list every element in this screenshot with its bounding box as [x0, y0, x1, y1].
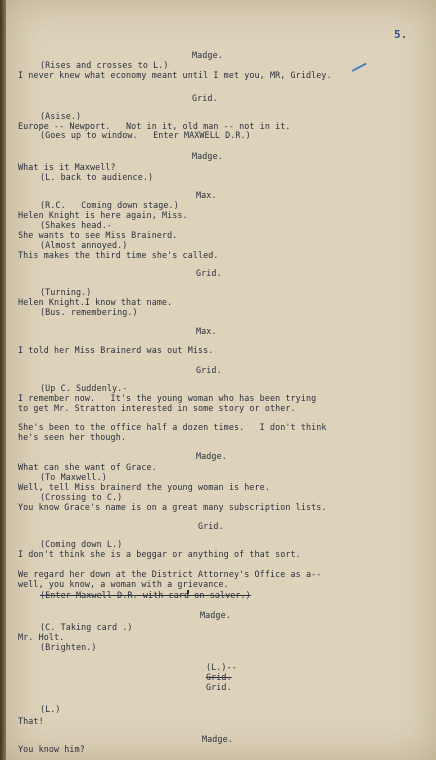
stage-direction: (Up C. Suddenly.- — [40, 383, 128, 393]
dialogue-line: Mr. Holt. — [18, 632, 65, 642]
speaker-madge: Madge. — [196, 451, 227, 461]
stage-direction: (Goes up to window. Enter MAXWELL D.R.) — [40, 130, 251, 140]
speaker-max: Max. — [196, 190, 217, 200]
stage-direction-struck: (Enter Maxwell D.R. with card on salver.) — [40, 590, 251, 600]
dialogue-line: You know him? — [18, 744, 85, 754]
dialogue-line: I remember now. It's the young woman who has been trying — [18, 393, 317, 403]
stage-direction: (Shakes head.- — [40, 220, 112, 230]
dialogue-line: This makes the third time she's called. — [18, 250, 219, 260]
speaker-grid: Grid. — [192, 93, 218, 103]
stage-direction: (Turning.) — [40, 287, 92, 297]
dialogue-line: well, you know, a woman with a grievance. — [18, 579, 229, 589]
script-page — [6, 0, 436, 760]
speaker-madge: Madge. — [200, 610, 231, 620]
stage-direction: (Asise.) — [40, 111, 82, 121]
dialogue-line: We regard her down at the District Attorney's Office as a-- — [18, 569, 322, 579]
stage-direction: (L.)-- — [206, 662, 237, 672]
stage-direction: (Crossing to C.) — [40, 492, 123, 502]
page-binding-edge — [0, 0, 6, 760]
page-number: 5. — [394, 28, 408, 41]
stage-direction: (To Maxwell.) — [40, 472, 107, 482]
stage-direction: (L. back to audience.) — [40, 172, 154, 182]
dialogue-line: to get Mr. Stratton interested in some story or other. — [18, 403, 296, 413]
speaker-madge: Madge. — [192, 151, 223, 161]
stage-direction: (R.C. Coming down stage.) — [40, 200, 179, 210]
dialogue-line: You know Grace's name is on a great many subscription lists. — [18, 502, 327, 512]
dialogue-line: he's seen her though. — [18, 432, 126, 442]
dialogue-line: She wants to see Miss Brainerd. — [18, 230, 178, 240]
stage-direction: (Coming down L.) — [40, 539, 123, 549]
dialogue-line: I never knew what economy meant until I met you, MR, Gridley. — [18, 70, 332, 80]
speaker-grid: Grid. — [196, 365, 222, 375]
speaker-madge: Madge. — [192, 50, 223, 60]
stage-direction: (Rises and crosses to L.) — [40, 60, 169, 70]
pencil-mark — [352, 63, 367, 72]
dialogue-line: What is it Maxwell? — [18, 162, 116, 172]
dialogue-line: She's been to the office half a dozen times. I don't think — [18, 422, 327, 432]
dialogue-line: Well, tell Miss brainerd the young woman is here. — [18, 482, 270, 492]
stage-direction: (Bus. remembering.) — [40, 307, 138, 317]
speaker-grid: Grid. — [196, 268, 222, 278]
stage-direction: (L.) — [40, 704, 61, 714]
stage-direction: (Almost annoyed.) — [40, 240, 128, 250]
dialogue-line: Helen Knight is here again, Miss. — [18, 210, 188, 220]
speaker-grid: Grid. — [206, 682, 232, 692]
stage-direction: (Brighten.) — [40, 642, 97, 652]
dialogue-line: Helen Knight.I know that name. — [18, 297, 173, 307]
speaker-max: Max. — [196, 326, 217, 336]
speaker-madge: Madge. — [202, 734, 233, 744]
dialogue-line: That! — [18, 716, 44, 726]
speaker-grid: Grid. — [198, 521, 224, 531]
dialogue-line: I told her Miss Brainerd was out Miss. — [18, 345, 214, 355]
dialogue-line: I don't think she is a beggar or anything of that sort. — [18, 549, 301, 559]
speaker-grid-struck: Grid. — [206, 672, 232, 682]
dialogue-line: What can she want of Grace. — [18, 462, 157, 472]
stage-direction: (C. Taking card .) — [40, 622, 133, 632]
dialogue-line: Europe -- Newport. Not in it, old man -- not in it. — [18, 121, 291, 131]
